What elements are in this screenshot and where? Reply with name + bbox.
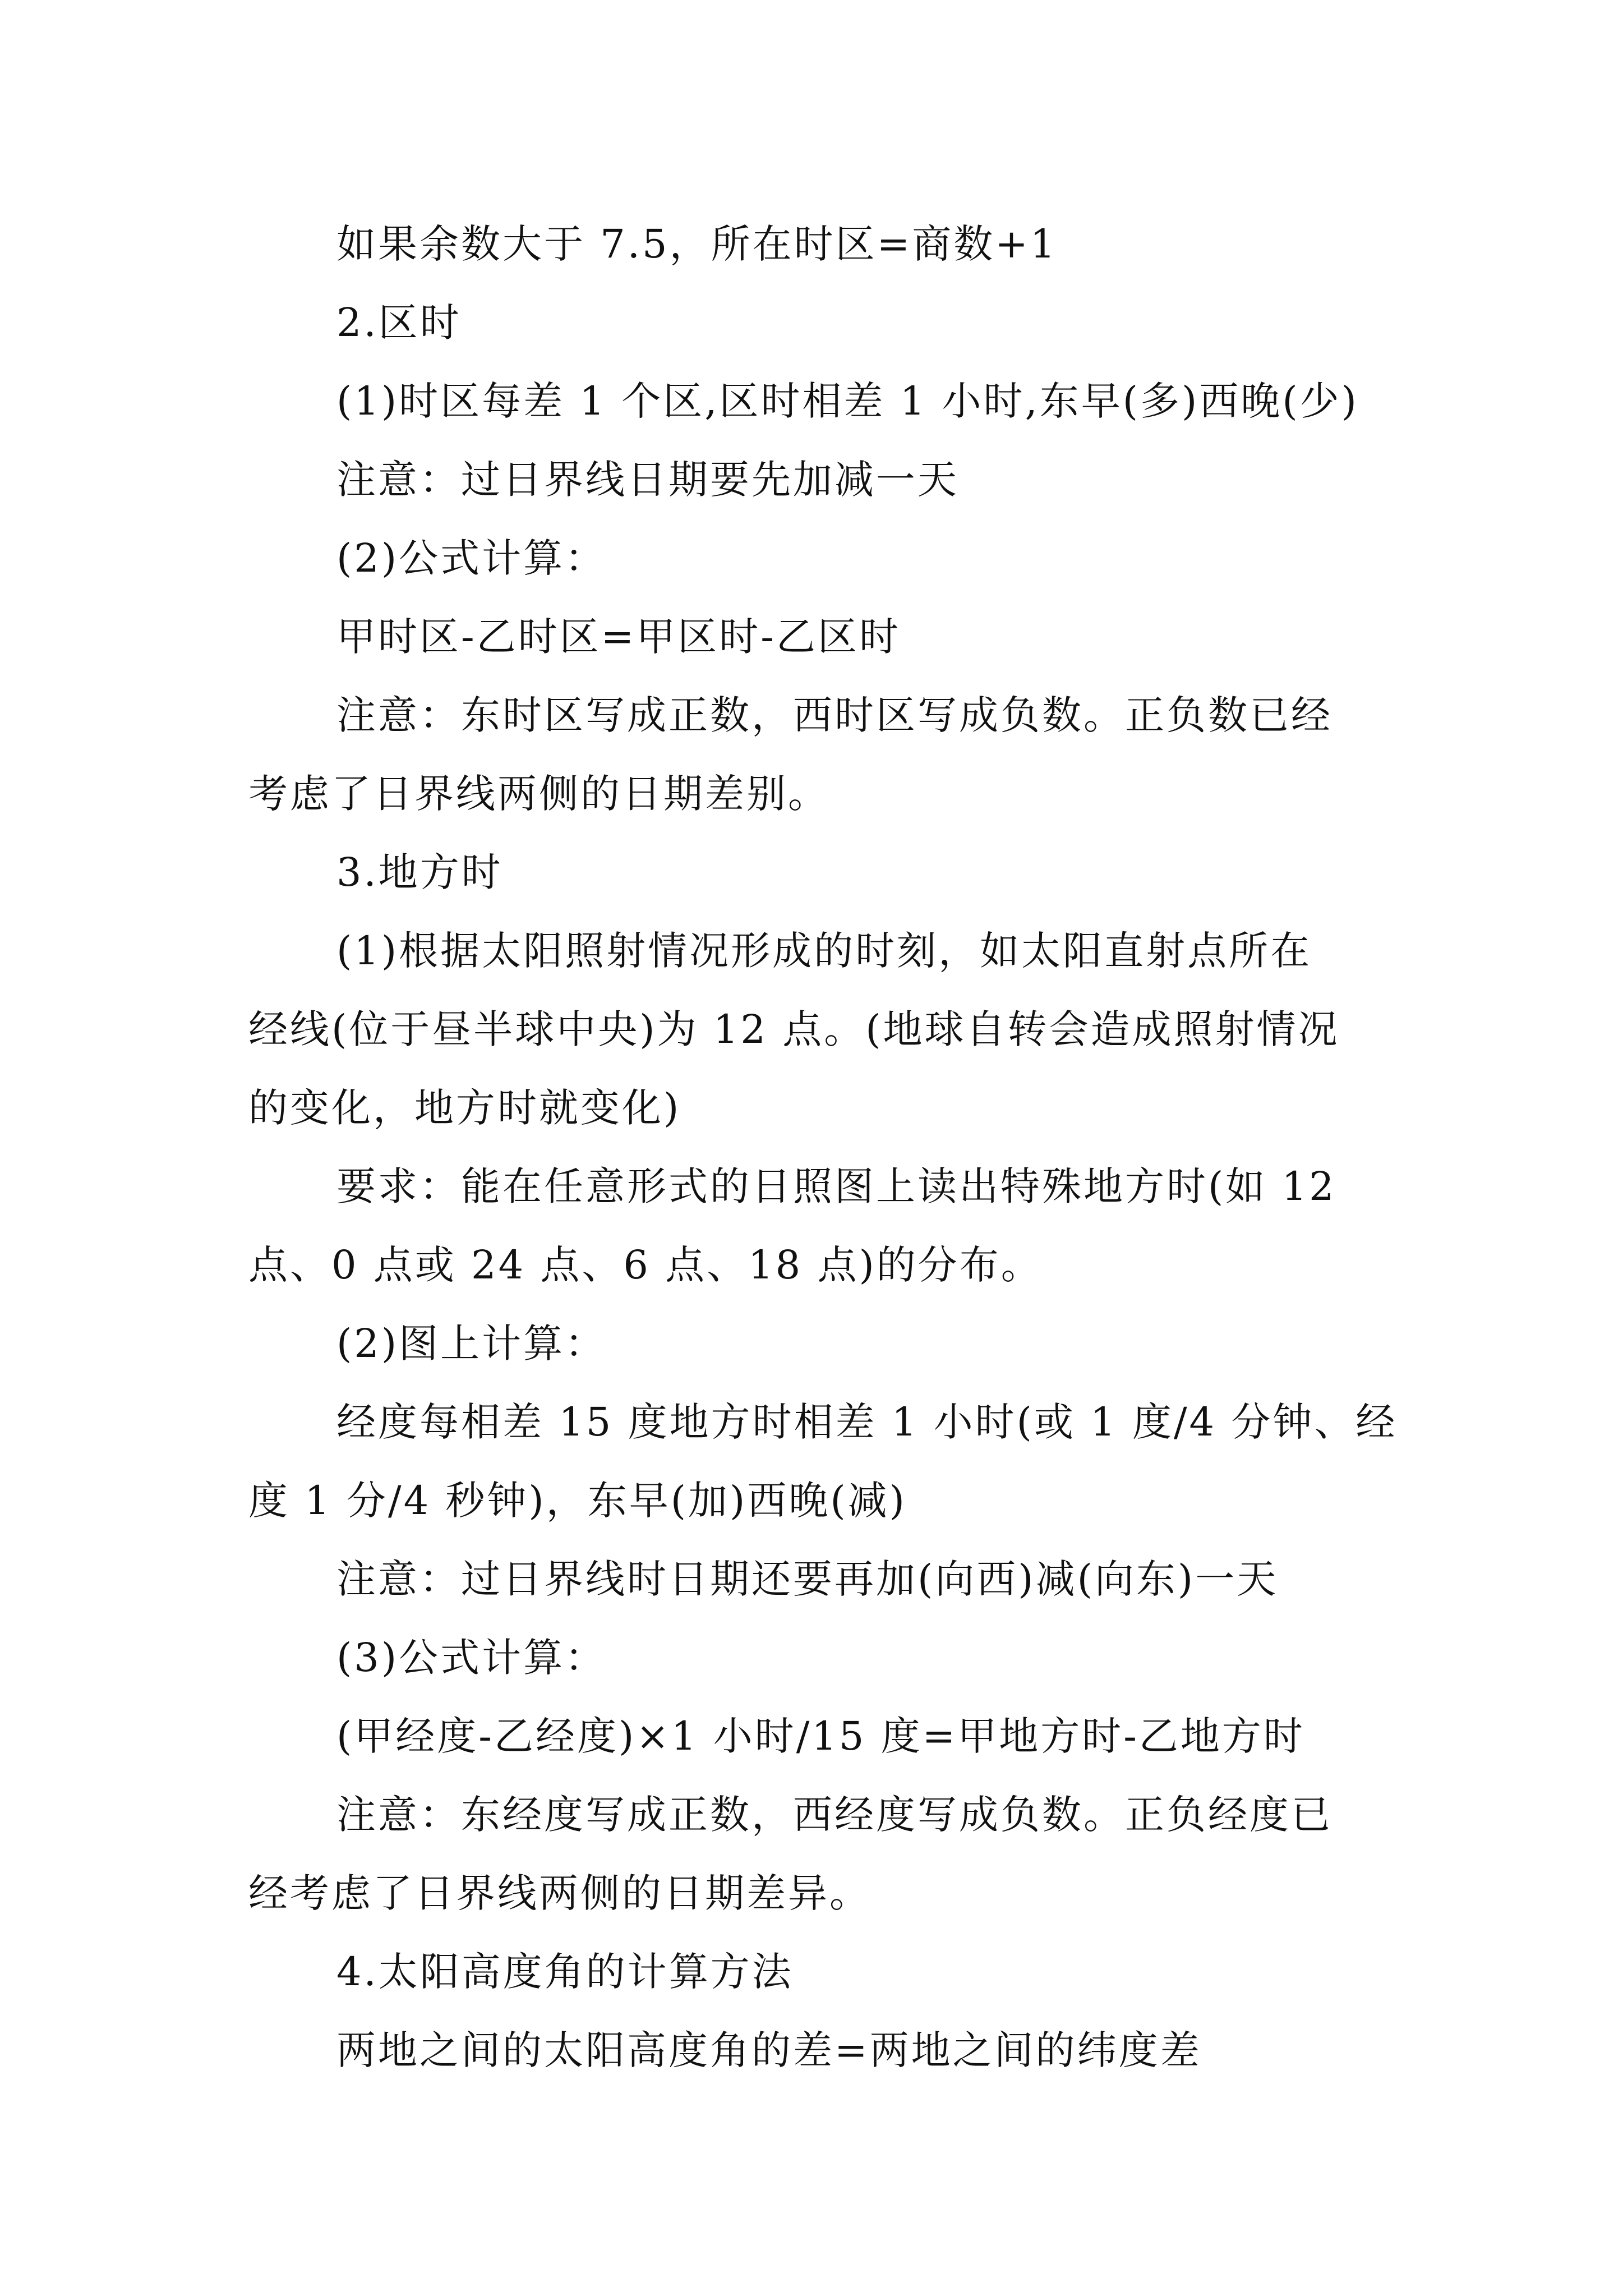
section-heading-zone-time: 2.区时: [336, 300, 462, 346]
text-line: (2)公式计算：: [336, 535, 607, 581]
text-line-formula: 两地之间的太阳高度角的差=两地之间的纬度差: [336, 2027, 1202, 2073]
text-line: (1)时区每差 1 个区,区时相差 1 小时,东早(多)西晚(少): [336, 378, 1359, 424]
section-heading-solar-altitude: 4.太阳高度角的计算方法: [336, 1949, 794, 1995]
text-line-formula: 甲时区-乙时区=甲区时-乙区时: [336, 614, 901, 660]
text-line: (2)图上计算：: [336, 1320, 607, 1366]
text-line-note: 注意：过日界线时日期还要再加(向西)减(向东)一天: [336, 1556, 1279, 1602]
text-line: 经度每相差 15 度地方时相差 1 小时(或 1 度/4 分钟、经: [336, 1399, 1398, 1445]
text-line-continued: 经考虑了日界线两侧的日期差异。: [248, 1870, 871, 1916]
text-line-formula: (甲经度-乙经度)×1 小时/15 度=甲地方时-乙地方时: [336, 1713, 1305, 1759]
text-line: (3)公式计算：: [336, 1635, 607, 1681]
text-line-remainder-rule: 如果余数大于 7.5，所在时区=商数+1: [336, 221, 1058, 267]
text-line-continued: 度 1 分/4 秒钟)，东早(加)西晚(减): [248, 1478, 907, 1524]
text-line: (1)根据太阳照射情况形成的时刻，如太阳直射点所在: [336, 928, 1312, 974]
text-line-continued: 点、0 点或 24 点、6 点、18 点)的分布。: [248, 1242, 1043, 1288]
text-line-note: 注意：东经度写成正数，西经度写成负数。正负经度已: [336, 1792, 1332, 1838]
section-heading-local-time: 3.地方时: [336, 849, 503, 895]
text-line-requirement: 要求：能在任意形式的日照图上读出特殊地方时(如 12: [336, 1163, 1336, 1209]
text-line-continued: 考虑了日界线两侧的日期差别。: [248, 771, 829, 817]
text-line-note: 注意：东时区写成正数，西时区写成负数。正负数已经: [336, 692, 1332, 738]
text-line-note: 注意：过日界线日期要先加减一天: [336, 457, 959, 503]
text-line-continued: 的变化，地方时就变化): [248, 1085, 681, 1131]
text-line-continued: 经线(位于昼半球中央)为 12 点。(地球自转会造成照射情况: [248, 1006, 1340, 1052]
